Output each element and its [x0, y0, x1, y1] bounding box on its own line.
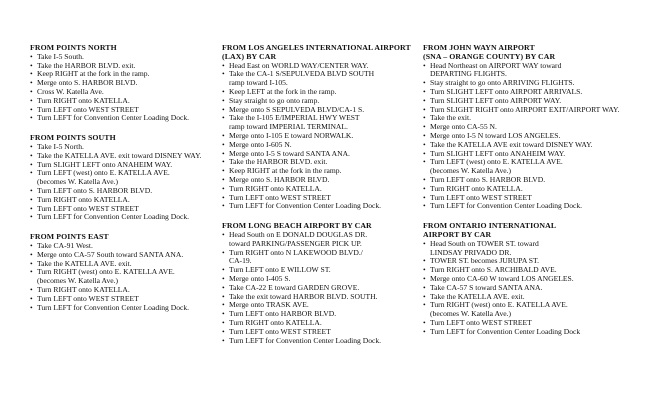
direction-step-text: Take I-5 North. [37, 141, 84, 151]
direction-step-line [423, 328, 633, 337]
direction-step-continuation: CA-19. [229, 256, 252, 266]
bullet-icon: • [30, 78, 33, 88]
direction-step-text: Turn LEFT onto WEST STREET [229, 326, 331, 336]
direction-step [30, 114, 218, 123]
direction-step-line [222, 202, 420, 211]
direction-step-text: Turn LEFT onto WEST STREET [37, 293, 139, 303]
section-heading: FROM ONTARIO INTERNATIONAL [423, 221, 557, 231]
bullet-icon: • [423, 201, 426, 211]
direction-step-text: Turn LEFT for Convention Center Loading Dock [430, 326, 581, 336]
direction-step-text: Take the exit. [430, 113, 472, 123]
direction-step-text: Take the KATELLA AVE exit toward DISNEY WAY. [430, 139, 593, 149]
direction-step-continuation: (becomes W. Katella Ave.) [430, 309, 512, 319]
bullet-icon: • [423, 95, 426, 105]
direction-step-text: Merge onto I-405 S. [229, 273, 291, 283]
direction-step [423, 301, 633, 319]
direction-step-text: Turn LEFT onto WEST STREET [37, 203, 139, 213]
direction-step-text: Turn LEFT onto WEST STREET [37, 104, 139, 114]
directions-column [30, 44, 218, 312]
section-heading: FROM POINTS SOUTH [30, 133, 116, 143]
bullet-icon: • [222, 148, 225, 158]
direction-step-text: Merge onto S. HARBOR BLVD. [37, 78, 138, 88]
direction-step-text: Turn LEFT onto S. HARBOR BLVD. [37, 185, 153, 195]
direction-step-text: Take CA-57 S toward SANTA ANA. [430, 282, 543, 292]
direction-section [222, 44, 420, 211]
direction-step-text: Keep RIGHT at the fork in the ramp. [37, 69, 150, 79]
direction-step-text: Merge onto I-5 N toward LOS ANGELES. [430, 130, 561, 140]
direction-step-text: Turn RIGHT (west) onto E. KATELLA AVE. [430, 300, 568, 310]
bullet-icon: • [423, 326, 426, 336]
direction-step-text: Turn SLIGHT LEFT onto ANAHEIM WAY. [430, 148, 566, 158]
direction-step-line [423, 202, 633, 211]
bullet-icon: • [222, 86, 225, 96]
bullet-icon: • [423, 238, 426, 248]
direction-step-text: Turn LEFT for Convention Center Loading Dock. [37, 302, 190, 312]
direction-step-continuation: ramp toward IMPERIAL TERMINAL. [229, 122, 348, 132]
bullet-icon: • [222, 60, 225, 70]
direction-step-text: Turn LEFT for Convention Center Loading Dock. [430, 201, 583, 211]
bullet-icon: • [222, 130, 225, 140]
direction-step-text: Turn RIGHT onto KATELLA. [37, 194, 130, 204]
bullet-icon: • [423, 78, 426, 88]
direction-step-continuation: (becomes W. Katella Ave.) [37, 276, 119, 286]
bullet-icon: • [423, 60, 426, 70]
bullet-icon: • [30, 69, 33, 79]
bullet-icon: • [222, 326, 225, 336]
section-heading: FROM LONG BEACH AIRPORT BY CAR [222, 221, 372, 231]
direction-step-text: Merge onto TRASK AVE. [229, 300, 309, 310]
direction-step [423, 202, 633, 211]
bullet-icon: • [222, 300, 225, 310]
bullet-icon: • [222, 69, 225, 79]
direction-step-text: Turn LEFT onto WEST STREET [430, 317, 532, 327]
direction-step-line [30, 213, 218, 222]
direction-step [423, 240, 633, 258]
bullet-icon: • [222, 282, 225, 292]
direction-section [30, 44, 218, 123]
direction-step [423, 328, 633, 337]
bullet-icon: • [30, 258, 33, 268]
bullet-icon: • [30, 293, 33, 303]
direction-section [30, 233, 218, 312]
direction-step-text: Keep RIGHT at the fork in the ramp. [229, 166, 342, 176]
direction-step-text: Turn RIGHT onto KATELLA. [430, 183, 523, 193]
bullet-icon: • [222, 104, 225, 114]
direction-step [222, 249, 420, 267]
direction-step-text: Turn LEFT onto S. HARBOR BLVD. [430, 174, 546, 184]
bullet-icon: • [423, 139, 426, 149]
bullet-icon: • [423, 273, 426, 283]
direction-step-text: Take CA-91 West. [37, 240, 93, 250]
direction-step-continuation: (becomes W. Katella Ave.) [37, 177, 119, 187]
bullet-icon: • [30, 86, 33, 96]
bullet-icon: • [222, 317, 225, 327]
direction-step [222, 114, 420, 132]
bullet-icon: • [30, 51, 33, 61]
direction-step [30, 268, 218, 286]
direction-step [423, 62, 633, 80]
bullet-icon: • [423, 317, 426, 327]
direction-step-line [30, 114, 218, 123]
bullet-icon: • [222, 174, 225, 184]
bullet-icon: • [30, 267, 33, 277]
bullet-icon: • [30, 194, 33, 204]
direction-step-text: Stay straight to go onto ARRIVING FLIGHTS. [430, 78, 575, 88]
direction-section [423, 222, 633, 336]
bullet-icon: • [222, 335, 225, 345]
direction-step-text: Turn LEFT (west) onto E. KATELLA AVE. [37, 168, 170, 178]
directions-column [222, 44, 420, 345]
direction-step-text: Head South on E DONALD DOUGLAS DR. [229, 229, 368, 239]
bullet-icon: • [30, 150, 33, 160]
direction-step-text: Turn RIGHT onto KATELLA. [37, 95, 130, 105]
direction-step-text: Turn LEFT onto E WILLOW ST. [229, 265, 331, 275]
bullet-icon: • [423, 183, 426, 193]
direction-step-text: Take the HARBOR BLVD. exit. [229, 157, 328, 167]
bullet-icon: • [222, 166, 225, 176]
bullet-icon: • [222, 265, 225, 275]
direction-step-text: Turn RIGHT onto N LAKEWOOD BLVD./ [229, 247, 363, 257]
direction-step-text: Take the I-105 E/IMPERIAL HWY WEST [229, 113, 360, 123]
direction-step-text: Turn RIGHT onto KATELLA. [229, 317, 322, 327]
bullet-icon: • [222, 273, 225, 283]
bullet-icon: • [423, 113, 426, 123]
bullet-icon: • [222, 309, 225, 319]
direction-step-text: Turn RIGHT onto KATELLA. [229, 183, 322, 193]
bullet-icon: • [222, 113, 225, 123]
direction-step-text: Merge onto I-605 N. [229, 139, 292, 149]
direction-step-text: Turn LEFT for Convention Center Loading Dock. [37, 212, 190, 222]
direction-step-line [222, 337, 420, 346]
bullet-icon: • [222, 229, 225, 239]
direction-step [222, 231, 420, 249]
bullet-icon: • [30, 249, 33, 259]
bullet-icon: • [423, 300, 426, 310]
section-heading: FROM POINTS EAST [30, 232, 109, 242]
direction-step-text: Merge onto I-105 E toward NORWALK. [229, 130, 354, 140]
direction-step-text: Turn SLIGHT LEFT onto ANAHEIM WAY. [37, 159, 173, 169]
direction-step-continuation: ramp toward I-105. [229, 78, 288, 88]
bullet-icon: • [423, 148, 426, 158]
direction-step-text: Merge onto CA-57 South toward SANTA ANA. [37, 249, 184, 259]
bullet-icon: • [222, 157, 225, 167]
bullet-icon: • [30, 284, 33, 294]
direction-step-line [30, 304, 218, 313]
section-heading: AIRPORT BY CAR [423, 229, 492, 239]
direction-step-text: Turn RIGHT (west) onto E. KATELLA AVE. [37, 267, 175, 277]
direction-step-text: Merge onto S SEPULVEDA BLVD/CA-1 S. [229, 104, 365, 114]
direction-step-text: Turn RIGHT onto KATELLA. [37, 284, 130, 294]
bullet-icon: • [423, 265, 426, 275]
direction-section [222, 222, 420, 345]
bullet-icon: • [222, 183, 225, 193]
section-heading: (LAX) BY CAR [222, 51, 277, 61]
direction-step [222, 337, 420, 346]
bullet-icon: • [30, 104, 33, 114]
direction-step-continuation: toward PARKING/PASSENGER PICK UP. [229, 238, 362, 248]
direction-section [423, 44, 633, 211]
direction-step-text: Keep LEFT at the fork in the ramp. [229, 86, 337, 96]
bullet-icon: • [222, 95, 225, 105]
direction-step [30, 304, 218, 313]
bullet-icon: • [423, 157, 426, 167]
direction-step-continuation: DEPARTING FLIGHTS. [430, 69, 507, 79]
direction-step-text: Merge onto I-5 S toward SANTA ANA. [229, 148, 350, 158]
section-heading: (SNA – ORANGE COUNTY) BY CAR [423, 51, 556, 61]
section-heading: FROM POINTS NORTH [30, 43, 117, 52]
bullet-icon: • [30, 168, 33, 178]
direction-step-text: Turn SLIGHT LEFT onto AIRPORT WAY. [430, 95, 562, 105]
direction-step-text: Take the exit toward HARBOR BLVD. SOUTH. [229, 291, 378, 301]
direction-step-text: Take I-5 South. [37, 51, 84, 61]
bullet-icon: • [222, 201, 225, 211]
bullet-icon: • [30, 141, 33, 151]
direction-step-text: Merge onto S. HARBOR BLVD. [229, 174, 330, 184]
direction-step-text: Turn LEFT onto WEST STREET [430, 192, 532, 202]
bullet-icon: • [222, 291, 225, 301]
bullet-icon: • [30, 203, 33, 213]
bullet-icon: • [30, 95, 33, 105]
section-heading: FROM LOS ANGELES INTERNATIONAL AIRPORT [222, 43, 411, 52]
bullet-icon: • [423, 104, 426, 114]
bullet-icon: • [30, 185, 33, 195]
bullet-icon: • [423, 282, 426, 292]
direction-step [423, 158, 633, 176]
direction-step-text: Cross W. Katella Ave. [37, 86, 104, 96]
section-heading: FROM JOHN WAYN AIRPORT [423, 43, 535, 52]
direction-step-text: Turn LEFT for Convention Center Loading Dock. [229, 335, 382, 345]
direction-step-text: Take the HARBOR BLVD. exit. [37, 60, 136, 70]
direction-step-text: Take the KATELLA AVE. exit. [430, 291, 525, 301]
direction-step [30, 169, 218, 187]
direction-step-continuation: LINDSAY PRIVADO DR. [430, 247, 512, 257]
direction-step-text: TOWER ST. becomes JURUPA ST. [430, 256, 539, 266]
direction-step-text: Turn LEFT onto HARBOR BLVD. [229, 309, 337, 319]
bullet-icon: • [30, 212, 33, 222]
direction-step-continuation: (becomes W. Katella Ave.) [430, 166, 512, 176]
direction-step-text: Turn LEFT (west) onto E. KATELLA AVE. [430, 157, 563, 167]
direction-step-text: Take CA-22 E toward GARDEN GROVE. [229, 282, 360, 292]
bullet-icon: • [222, 139, 225, 149]
bullet-icon: • [423, 174, 426, 184]
direction-step-text: Head East on WORLD WAY/CENTER WAY. [229, 60, 369, 70]
direction-step [30, 213, 218, 222]
bullet-icon: • [30, 302, 33, 312]
bullet-icon: • [30, 60, 33, 70]
bullet-icon: • [222, 247, 225, 257]
direction-step-text: Take the KATELLA AVE. exit toward DISNEY WAY. [37, 150, 202, 160]
bullet-icon: • [30, 240, 33, 250]
direction-step [222, 70, 420, 88]
bullet-icon: • [222, 192, 225, 202]
direction-step-text: Turn RIGHT onto S. ARCHIBALD AVE. [430, 265, 557, 275]
bullet-icon: • [423, 122, 426, 132]
direction-step-text: Turn LEFT for Convention Center Loading Dock. [37, 113, 190, 123]
direction-step-text: Merge onto CA-55 N. [430, 122, 497, 132]
bullet-icon: • [423, 291, 426, 301]
bullet-icon: • [423, 130, 426, 140]
bullet-icon: • [423, 192, 426, 202]
bullet-icon: • [30, 113, 33, 123]
bullet-icon: • [30, 159, 33, 169]
direction-step-text: Turn LEFT for Convention Center Loading Dock. [229, 201, 382, 211]
direction-step-text: Turn SLIGHT LEFT onto AIRPORT ARRIVALS. [430, 86, 583, 96]
direction-step-text: Stay straight to go onto ramp. [229, 95, 320, 105]
direction-step-text: Take the CA-1 S/SEPULVEDA BLVD SOUTH [229, 69, 375, 79]
bullet-icon: • [423, 256, 426, 266]
direction-step-text: Take the KATELLA AVE. exit. [37, 258, 132, 268]
bullet-icon: • [423, 86, 426, 96]
direction-step-text: Turn SLIGHT RIGHT onto AIRPORT EXIT/AIRPORT WAY. [430, 104, 620, 114]
direction-section [30, 134, 218, 222]
direction-step [222, 202, 420, 211]
directions-column [423, 44, 633, 337]
direction-step-text: Head Northeast on AIRPORT WAY toward [430, 60, 562, 70]
direction-step-text: Head South on TOWER ST. toward [430, 238, 539, 248]
direction-step-text: Merge onto CA-60 W toward LOS ANGELES. [430, 273, 574, 283]
direction-step-text: Turn LEFT onto WEST STREET [229, 192, 331, 202]
